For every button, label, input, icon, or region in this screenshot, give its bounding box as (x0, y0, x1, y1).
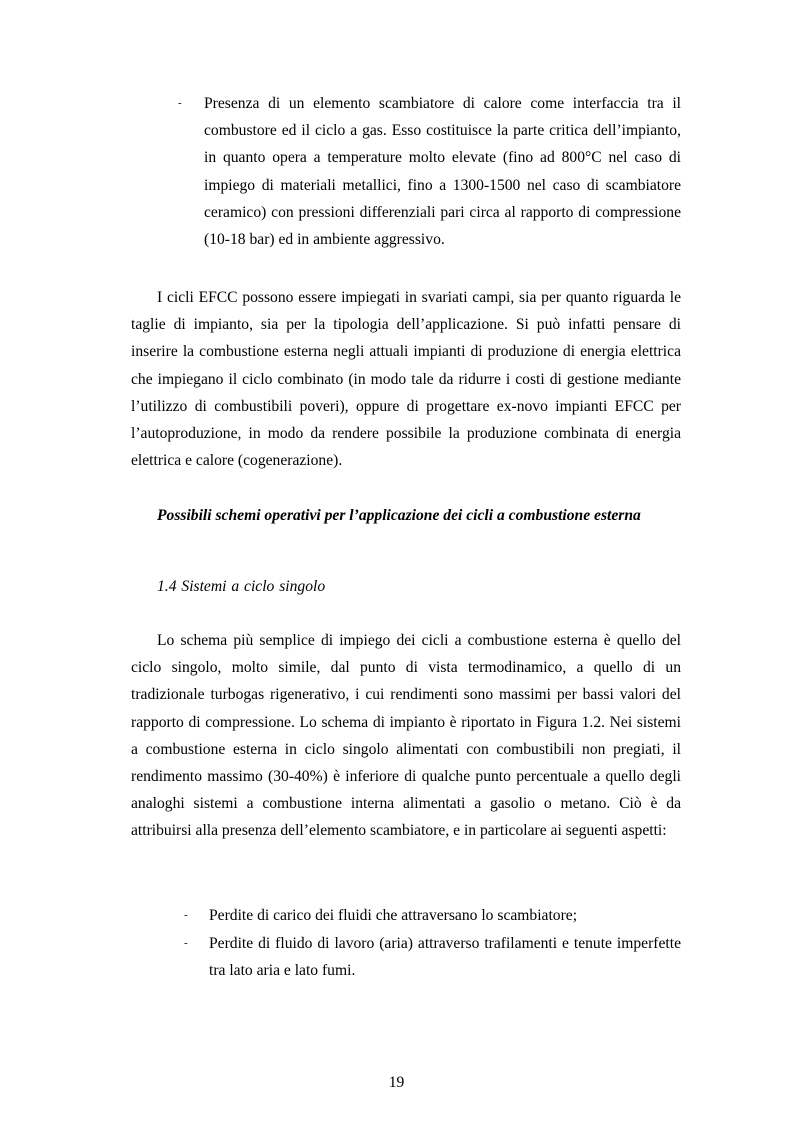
body-paragraph-1: I cicli EFCC possono essere impiegati in svariati campi, sia per quanto riguarda le taglie di impianto, sia per la tipologia dell’applicazione. Si può infatti pensare di inserire la combustione esterna negli attuali impianti di produzione di energia elettrica che impiegano il ciclo combinato (in modo tale da ridurre i costi di gestione mediante l’utilizzo di combustibili poveri), oppure di progettare ex-novo impianti EFCC per l’autoproduzione, in modo da rendere possibile la produzione combinata di energia elettrica e calore (cogenerazione). (131, 289, 681, 470)
top-bullet-list (178, 90, 681, 253)
page-number: 19 (388, 1074, 405, 1091)
bullet-marker: - (184, 937, 188, 950)
bullet-text: Presenza di un elemento scambiatore di calore come interfaccia tra il combustore ed il ciclo a gas. Esso costituisce la parte critica dell’impianto, in quanto opera a temperature molto elevate (fino ad 800°C nel caso di impiego di materiali metallici, fino a 1300-1500 nel caso di scambiatore ceramico) con pressioni differenziali pari circa al rapporto di compressione (10-18 bar) ed in ambiente aggressivo. (204, 95, 681, 249)
bullet-text: Perdite di fluido di lavoro (aria) attraverso trafilamenti e tenute imperfette tra lato aria e lato fumi. (209, 935, 681, 980)
section-heading: 1.4 Sistemi a ciclo singolo (157, 578, 326, 595)
list-item (184, 930, 681, 984)
body-paragraph-2: Lo schema più semplice di impiego dei cicli a combustione esterna è quello del ciclo singolo, molto simile, dal punto di vista termodinamico, a quello di un tradizionale turbogas rigenerativo, i cui rendimenti sono massimi per bassi valori del rapporto di compressione. Lo schema di impianto è riportato in Figura 1.2. Nei sistemi a combustione esterna in ciclo singolo alimentati con combustibili non pregiati, il rendimento massimo (30-40%) è inferiore di qualche punto percentuale a quello degli analoghi sistemi a combustione interna alimentati a gasolio o metano. Ciò è da attribuirsi alla presenza dell’elemento scambiatore, e in particolare ai seguenti aspetti: (131, 632, 681, 840)
bullet-text: Perdite di carico dei fluidi che attraversano lo scambiatore; (209, 907, 578, 924)
list-item (184, 902, 681, 929)
bottom-bullet-list (184, 902, 681, 985)
bullet-marker: - (178, 97, 182, 109)
subheading: Possibili schemi operativi per l’applicazione dei cicli a combustione esterna (157, 507, 641, 524)
bullet-marker: - (184, 909, 188, 921)
list-item (178, 90, 681, 253)
